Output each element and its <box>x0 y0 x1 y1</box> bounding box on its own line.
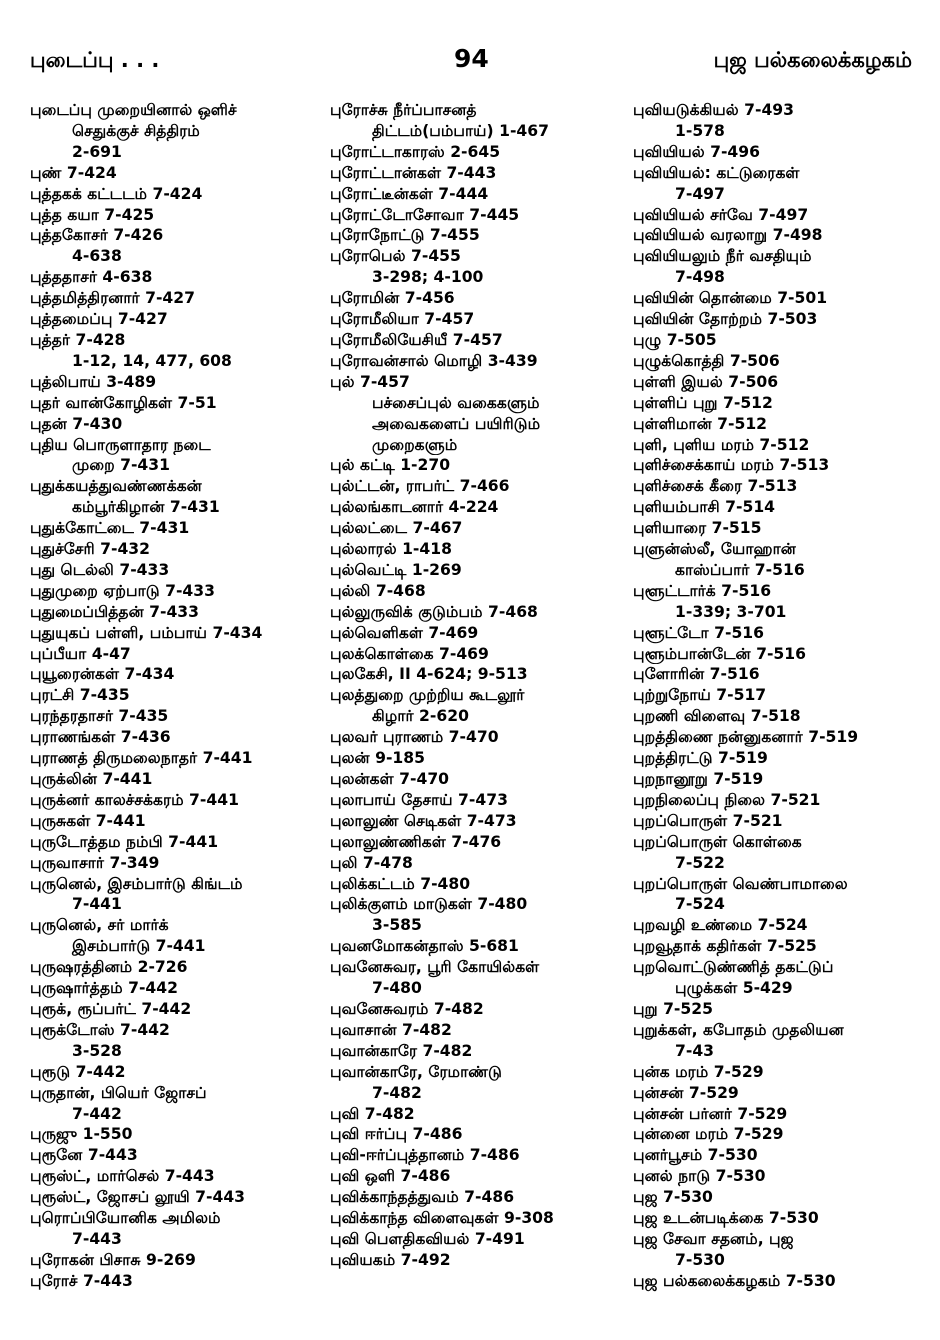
index-entry: புற்றுநோய் 7-517 <box>633 686 767 705</box>
index-entry: புறப்பொருள் 7-521 <box>633 811 783 830</box>
index-entry: புறப்பொருள் கொள்கை <box>633 832 802 851</box>
index-entry: புளியம்பாசி 7-514 <box>633 498 776 517</box>
index-entry: புரோட்டான்கள் 7-443 <box>330 163 497 182</box>
index-entry: புவியியல் வரலாறு 7-498 <box>633 226 823 245</box>
index-entry: புல்லாரல் 1-418 <box>330 540 452 559</box>
index-entry: புரூஸ்ட், ஜோசப் லூயி 7-443 <box>30 1188 246 1207</box>
index-entry: புவியடுக்கியல் 7-493 <box>633 101 795 119</box>
index-entry: புழு 7-505 <box>633 330 717 349</box>
index-entry: புஜ சேவா சதனம், புஜ <box>633 1229 794 1248</box>
index-entry: புலாலுண்ணிகள் 7-476 <box>330 832 502 851</box>
index-entry: 3-298; 4-100 <box>372 268 484 287</box>
index-entry: புவியகம் 7-492 <box>330 1250 451 1269</box>
running-head-left: புடைப்பு . . . <box>30 48 160 72</box>
index-entry: புன்சன் 7-529 <box>633 1083 739 1102</box>
index-entry: புலிக்கட்டம் 7-480 <box>330 874 471 893</box>
index-entry: புதுமுறை ஏற்பாடு 7-433 <box>30 581 215 600</box>
index-entry: புறநிலைப்பு நிலை 7-521 <box>633 790 821 809</box>
index-entry: புராணத் திருமலைநாதர் 7-441 <box>30 749 253 768</box>
index-entry: 2-691 <box>72 142 122 161</box>
index-entry: புளி, புளிய மரம் 7-512 <box>633 435 810 454</box>
index-entry: புள்ளிப் புறு 7-512 <box>633 393 773 412</box>
index-entry: புத்தமைப்பு 7-427 <box>30 310 168 329</box>
page-number: 94 <box>454 44 489 73</box>
index-entry: புல்லங்காடனார் 4-224 <box>330 498 499 517</box>
index-entry: புவனேசுவரம் 7-482 <box>330 999 484 1018</box>
index-entry: புஜ உடன்படிக்கை 7-530 <box>633 1209 819 1228</box>
index-entry: புரோச்சு நீர்ப்பாசனத் <box>330 101 477 119</box>
index-entry: புல் 7-457 <box>330 372 410 391</box>
index-entry: புஜ பல்கலைக்கழகம் 7-530 <box>633 1271 836 1290</box>
index-entry: புத்ததாசர் 4-638 <box>30 268 153 287</box>
index-entry: புரோவன்சால் மொழி 3-439 <box>330 351 538 370</box>
index-entry: புவியியல்: கட்டுரைகள் <box>633 163 800 182</box>
index-entry: 7-497 <box>675 184 725 203</box>
index-entry: புரொப்பியோனிக அமிலம் <box>30 1209 221 1228</box>
index-entry: 7-480 <box>372 979 422 998</box>
index-entry: புருஜு 1-550 <box>30 1125 133 1144</box>
index-entry: புத்லிபாய் 3-489 <box>30 372 157 391</box>
index-entry: புளூட்டார்க் 7-516 <box>633 581 772 600</box>
running-head-right: புஜ பல்கலைக்கழகம் <box>713 48 912 72</box>
index-entry: 1-12, 14, 477, 608 <box>72 351 232 370</box>
index-entry: புதுக்கயத்துவண்ணக்கன் <box>30 477 202 496</box>
index-entry: 7-43 <box>675 1041 715 1060</box>
index-entry: புலன் 9-185 <box>330 749 425 768</box>
index-entry: புளூம்பான்டேன் 7-516 <box>633 644 806 663</box>
index-entry: புலன்கள் 7-470 <box>330 770 450 788</box>
index-entry: புவான்காரே 7-482 <box>330 1041 473 1060</box>
index-entry: புல்ட்டன், ராபர்ட் 7-466 <box>330 477 510 496</box>
index-entry: புவி-ஈர்ப்புத்தானம் 7-486 <box>330 1146 520 1165</box>
index-entry: புரோபெல் 7-455 <box>330 247 461 266</box>
index-entry: புவாசான் 7-482 <box>330 1020 452 1039</box>
index-entry: புயூரைன்கள் 7-434 <box>30 665 175 684</box>
index-entry: புப்பீயா 4-47 <box>30 644 131 663</box>
index-entry: 7-441 <box>72 895 122 914</box>
index-entry: புழுக்கொத்தி 7-506 <box>633 351 780 370</box>
index-entry: 7-498 <box>675 268 725 287</box>
index-entry: புரோகன் பிசாசு 9-269 <box>30 1250 196 1269</box>
index-entry: 3-528 <box>72 1041 122 1060</box>
index-entry: புலாலுண் செடிகள் 7-473 <box>330 811 517 830</box>
index-entry: புவனமோகன்தாஸ் 5-681 <box>330 937 519 956</box>
index-entry: புரூக், ரூப்பர்ட் 7-442 <box>30 999 192 1018</box>
index-entry: புவியின் தொன்மை 7-501 <box>633 289 828 308</box>
index-entry: 7-482 <box>372 1083 422 1102</box>
index-entry: முறை 7-431 <box>72 456 170 475</box>
index-entry: புறு 7-525 <box>633 999 713 1018</box>
index-entry: புரந்தரதாசர் 7-435 <box>30 707 169 726</box>
index-entry: புத்த கயா 7-425 <box>30 205 155 224</box>
index-entry: 7-443 <box>72 1229 122 1248</box>
index-entry: புருனெல், சர் மார்க் <box>30 916 169 935</box>
index-entry: புவியின் தோற்றம் 7-503 <box>633 310 818 329</box>
index-entry: புலாபாய் தேசாய் 7-473 <box>330 790 508 809</box>
index-entry: புலிக்குளம் மாடுகள் 7-480 <box>330 895 528 914</box>
index-entry: புவியியல் 7-496 <box>633 142 760 161</box>
index-entry: புனர்பூசம் 7-530 <box>633 1146 758 1165</box>
index-entry: புவி 7-482 <box>330 1104 415 1123</box>
index-entry: புரோமின் 7-456 <box>330 289 455 308</box>
index-entry: புருசுகள் 7-441 <box>30 811 146 830</box>
index-entry: புதுக்கோட்டை 7-431 <box>30 519 190 538</box>
index-column-2 <box>330 100 620 1271</box>
index-entry: புறவழி உண்மை 7-524 <box>633 916 808 935</box>
index-entry: புருஷரத்தினம் 2-726 <box>30 958 188 977</box>
index-entry: 7-522 <box>675 853 725 872</box>
index-entry: புத்தர் 7-428 <box>30 330 126 349</box>
index-entry: புரூடு 7-442 <box>30 1062 126 1081</box>
index-entry: கிழார் 2-620 <box>372 707 469 726</box>
index-entry: புண் 7-424 <box>30 163 117 182</box>
index-entry: 1-578 <box>675 121 725 140</box>
index-entry: புத்தமித்திரனார் 7-427 <box>30 289 195 308</box>
index-entry: புளூட்டோ 7-516 <box>633 623 765 642</box>
index-entry: புளுன்ஸ்லீ, யோஹான் <box>633 540 796 559</box>
index-entry: புல்வெளிகள் 7-469 <box>330 623 479 642</box>
index-entry: புவி பௌதிகவியல் 7-491 <box>330 1229 525 1248</box>
index-entry: புதுமைப்பித்தன் 7-433 <box>30 602 199 621</box>
index-entry: புலி 7-478 <box>330 853 413 872</box>
index-entry: புறணி விளைவு 7-518 <box>633 707 801 726</box>
index-entry: புதிய பொருளாதார நடை <box>30 435 211 454</box>
index-entry: புவி ஈர்ப்பு 7-486 <box>330 1125 463 1144</box>
index-entry: கம்பூர்கிழான் 7-431 <box>72 498 220 517</box>
index-entry: புராணங்கள் 7-436 <box>30 728 171 747</box>
index-column-1 <box>30 100 315 1292</box>
index-entry: 1-339; 3-701 <box>675 602 787 621</box>
index-entry: புரூஸ்ட், மார்செல் 7-443 <box>30 1167 215 1186</box>
index-entry: 3-585 <box>372 916 422 935</box>
index-entry: புலக்கொள்கை 7-469 <box>330 644 489 663</box>
index-entry: புறத்திணை நன்னுகனார் 7-519 <box>633 728 859 747</box>
index-entry: இசம்பார்டு 7-441 <box>72 937 206 956</box>
index-entry: புரோட்டோசோவா 7-445 <box>330 205 520 224</box>
index-entry: புறவூதாக் கதிர்கள் 7-525 <box>633 937 817 956</box>
index-entry: புவிக்காந்த விளைவுகள் 9-308 <box>330 1209 554 1228</box>
index-entry: புல்லட்டை 7-467 <box>330 519 463 538</box>
index-entry: புருவாசார் 7-349 <box>30 853 160 872</box>
index-entry: புறநானூறு 7-519 <box>633 770 764 788</box>
index-entry: புல் கட்டி 1-270 <box>330 456 451 475</box>
index-entry: புலவர் புராணம் 7-470 <box>330 728 499 747</box>
index-entry: புன்க மரம் 7-529 <box>633 1062 764 1081</box>
index-entry: புவான்காரே, ரேமாண்டு <box>330 1062 502 1081</box>
index-entry: புல்லுருவிக் குடும்பம் 7-468 <box>330 602 538 621</box>
index-entry: புருக்லின் 7-441 <box>30 770 153 788</box>
index-entry: புளிச்சைக்காய் மரம் 7-513 <box>633 456 830 475</box>
index-entry: புறத்திரட்டு 7-519 <box>633 749 768 768</box>
index-entry: புளிச்சைக் கீரை 7-513 <box>633 477 798 496</box>
index-entry: புளியாரை 7-515 <box>633 519 762 538</box>
index-entry: புறவொட்டுண்ணித் தகட்டுப் <box>633 958 834 977</box>
index-entry: 7-524 <box>675 895 725 914</box>
index-entry: முறைகளும் <box>372 435 458 454</box>
index-entry: புது டெல்லி 7-433 <box>30 560 170 579</box>
index-entry: 4-638 <box>72 247 122 266</box>
index-entry: புரோட்டாகாரஸ் 2-645 <box>330 142 501 161</box>
index-entry: புத்தகோசர் 7-426 <box>30 226 164 245</box>
index-entry: அவைகளைப் பயிரிடும் <box>372 414 541 433</box>
index-entry: புன்சன் பர்னர் 7-529 <box>633 1104 788 1123</box>
index-entry: புனல் நாடு 7-530 <box>633 1167 766 1186</box>
index-entry: புருக்னர் காலச்சக்கரம் 7-441 <box>30 790 239 809</box>
index-entry: புரோட்டீன்கள் 7-444 <box>330 184 489 203</box>
index-entry: புதர் வான்கோழிகள் 7-51 <box>30 393 217 412</box>
index-entry: புரட்சி 7-435 <box>30 686 130 705</box>
index-entry: புரோச் 7-443 <box>30 1271 133 1290</box>
index-entry: செதுக்குச் சித்திரம் <box>72 121 200 140</box>
page-header <box>30 44 912 80</box>
index-entry: புருனெல், இசம்பார்டு கிங்டம் <box>30 874 243 893</box>
index-entry: புல்லி 7-468 <box>330 581 426 600</box>
index-entry: புறப்பொருள் வெண்பாமாலை <box>633 874 848 893</box>
index-entry: புவிக்காந்தத்துவம் 7-486 <box>330 1188 515 1207</box>
index-entry: புரோமீலியேசியீ 7-457 <box>330 330 503 349</box>
index-entry: புவி ஒளி 7-486 <box>330 1167 451 1186</box>
index-entry: புல்வெட்டி 1-269 <box>330 560 462 579</box>
index-entry: திட்டம்(பம்பாய்) 1-467 <box>372 121 549 140</box>
index-entry: புலத்துறை முற்றிய கூடலூர் <box>330 686 525 705</box>
index-entry: புவியியலும் நீர் வசதியும் <box>633 247 812 266</box>
index-entry: புன்னை மரம் 7-529 <box>633 1125 784 1144</box>
index-entry: புடைப்பு முறையினால் ஒளிச் <box>30 101 237 119</box>
index-entry: புருடோத்தம நம்பி 7-441 <box>30 832 219 851</box>
index-entry: புரோநோட்டு 7-455 <box>330 226 480 245</box>
index-entry: புருஷார்த்தம் 7-442 <box>30 979 178 998</box>
index-entry: புலகேசி, II 4-624; 9-513 <box>330 665 528 684</box>
index-entry: புதுயுகப் பள்ளி, பம்பாய் 7-434 <box>30 623 263 642</box>
index-entry: 7-442 <box>72 1104 122 1123</box>
index-entry: புரூனே 7-443 <box>30 1146 138 1165</box>
index-entry: புஜ 7-530 <box>633 1188 713 1207</box>
index-entry: புரோமீலியா 7-457 <box>330 310 475 329</box>
index-entry: புவனேசுவர, பூரி கோயில்கள் <box>330 958 540 977</box>
index-entry: புள்ளி இயல் 7-506 <box>633 372 779 391</box>
index-entry: காஸ்ப்பார் 7-516 <box>675 560 805 579</box>
index-entry: புறுக்கள், கபோதம் முதலியன <box>633 1020 844 1039</box>
index-entry: பச்சைப்புல் வகைகளும் <box>372 393 540 412</box>
index-entry: புளோரின் 7-516 <box>633 665 760 684</box>
index-entry: புவியியல் சர்வே 7-497 <box>633 205 809 224</box>
index-entry: புள்ளிமான் 7-512 <box>633 414 768 433</box>
index-entry: புதன் 7-430 <box>30 414 123 433</box>
index-entry: புருதான், பியெர் ஜோசப் <box>30 1083 207 1102</box>
index-entry: புத்தகக் கட்டடம் 7-424 <box>30 184 203 203</box>
index-entry: புரூக்டோஸ் 7-442 <box>30 1020 170 1039</box>
index-entry: 7-530 <box>675 1250 725 1269</box>
index-entry: புதுச்சேரி 7-432 <box>30 540 150 559</box>
index-column-3 <box>633 100 918 1292</box>
index-entry: புழுக்கள் 5-429 <box>675 979 793 998</box>
